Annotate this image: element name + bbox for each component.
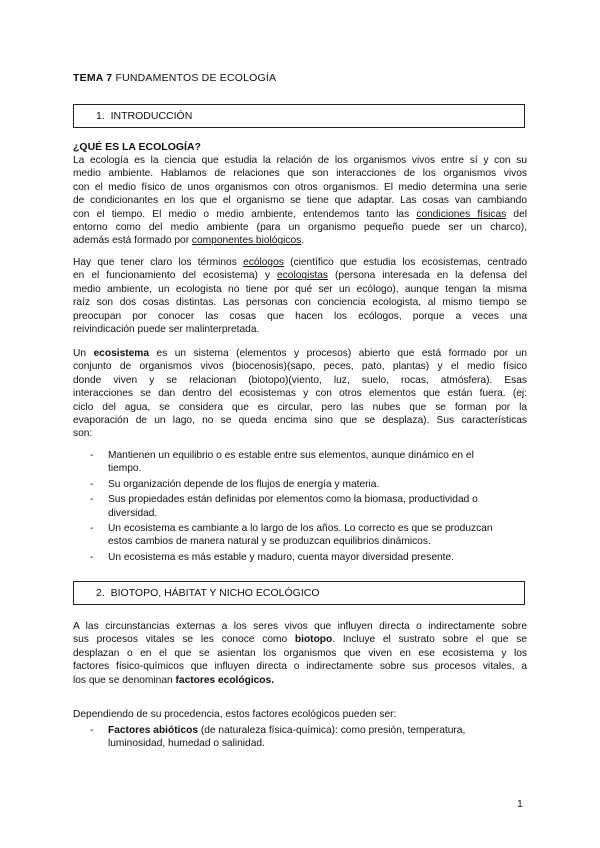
text-line [73, 269, 527, 282]
list-item [73, 478, 527, 491]
underlined-term: condiciones físicas [416, 208, 507, 220]
text-line: reivindicación puede ser malinterpretada. [73, 324, 260, 336]
text-span: sus procesos vitales se les conoce como [73, 634, 295, 646]
text-span: (persona interesada en la defensa del [328, 270, 527, 282]
text-line: donde viven y se relacionan (biotopo)(viento, luz, suelo, rocas, atmósfera). Esas [73, 374, 527, 386]
text-line: son: [73, 428, 93, 440]
list-item [73, 551, 527, 564]
list-item [73, 724, 527, 751]
text-span: . [301, 235, 305, 247]
text-span: . Incluye el sustrato sobre el que se [332, 634, 527, 646]
dash-marker: - [90, 523, 94, 535]
dash-marker: - [90, 450, 94, 461]
text-line: Dependiendo de su procedencia, estos factores ecológicos pueden ser: [73, 709, 397, 720]
text-line: con el medio físico de unos organismos con otros organismos. El medio determina una serie [73, 181, 527, 193]
paragraph-biotopo [73, 620, 527, 687]
text-line: desplazan o en el que se asientan los organismos que viven en ese ecosistema y los [73, 647, 527, 659]
text-span: Un [73, 348, 94, 359]
text-line [73, 347, 527, 360]
text-line: conjunto de organismos vivos (biocenosis)(sapo, peces, pato, plantas) y el medio físico [73, 361, 527, 373]
text-line: A las circunstancias externas a los seres vivos que influyen directa o indirectamente sobre [73, 621, 527, 632]
text-span: en el funcionamiento del ecosistema) y [73, 270, 278, 282]
tema-label: TEMA 7 [73, 72, 113, 84]
text-line [73, 208, 527, 221]
text-line [73, 256, 527, 269]
bold-term: factores ecológicos. [175, 674, 275, 686]
list-item-text: Un ecosistema es cambiante a lo largo de los años. Lo correcto es que se produzcan [108, 523, 493, 535]
paragraph-ecosistema [73, 347, 527, 441]
section-title: INTRODUCCIÓN [110, 110, 193, 122]
text-line: La ecología es la ciencia que estudia la relación de los organismos vivos entre sí y con su [73, 155, 527, 166]
text-span: del [506, 208, 528, 220]
list-item-text: Mantienen un equilibrio o es estable entre sus elementos, aunque dinámico en el [108, 450, 474, 461]
dash-marker: - [90, 494, 94, 506]
list-item [73, 493, 527, 520]
underlined-term: ecólogos [243, 257, 284, 268]
list-item-text: Un ecosistema es más estable y maduro, cuenta mayor diversidad presente. [108, 551, 454, 563]
text-line: ciclo del agua, se considera que es circular, pero las nubes que se forman por la [73, 401, 527, 413]
text-line: entorno como del medio ambiente (para un organismo pequeño puede ser un charco), [73, 222, 527, 234]
list-item-text [108, 724, 527, 737]
list-item [73, 449, 527, 476]
section-heading-introduccion [73, 104, 525, 128]
text-line: de condicionantes en los que el organismo se tiene que adaptar. Las cosas van cambiando [73, 195, 527, 207]
text-line: evaporación de un lago, no se queda encima sino que se desplaza). Sus características [73, 415, 527, 427]
subheading-que-es-ecologia: ¿QUÉ ES LA ECOLOGÍA? [73, 141, 201, 153]
text-span: es un sistema (elementos y procesos) abierto que está formado por un [149, 348, 527, 359]
section-heading-biotopo [73, 581, 525, 605]
list-item [73, 522, 527, 549]
text-line: preocupan por conocer las cosas que hacen los ecólogos, porque a veces una [73, 310, 527, 322]
list-item-text: Su organización depende de los flujos de energía y materia. [108, 478, 380, 490]
document-title [73, 72, 276, 84]
text-span: (de naturaleza física-química): como presión, temperatura, [198, 725, 466, 736]
dash-marker: - [90, 551, 94, 563]
bold-term: biotopo [294, 634, 333, 646]
text-line: medio ambiente, un ecologista no tiene por qué ser un ecólogo), aunque tengan la misma [73, 283, 527, 295]
text-line [73, 234, 527, 247]
text-line: medio ambiente. Hablamos de relaciones que son interacciones de los organismos vivos [73, 168, 527, 180]
list-item-text: tiempo. [108, 463, 142, 475]
underlined-term: ecologistas [277, 270, 329, 282]
page-number: 1 [517, 798, 523, 810]
bold-term: ecosistema [93, 348, 150, 359]
section-number: 1. [96, 110, 105, 122]
text-span: los que se denominan [73, 674, 176, 686]
list-item-text: diversidad. [108, 507, 158, 519]
bold-term: Factores abióticos [108, 725, 199, 736]
text-span: con el tiempo. El medio o medio ambiente, entendemos tanto las [73, 208, 417, 220]
tema-title: FUNDAMENTOS DE ECOLOGÍA [115, 72, 277, 84]
list-item-text: luminosidad, humedad o salinidad. [108, 738, 265, 750]
section-number: 2. [96, 587, 105, 599]
paragraph-procedencia [73, 708, 527, 721]
text-line: factores físico-químicos que influyen directa o indirectamente sobre sus procesos vitales, a [73, 661, 527, 673]
text-line: raíz son dos cosas distintas. Las personas con conciencia ecologista, al mismo tiempo se [73, 297, 527, 309]
list-item-text: Sus propiedades están definidas por elementos como la biomasa, productividad o [108, 494, 478, 506]
paragraph-ecologos-ecologistas [73, 256, 527, 336]
text-span: (científico que estudia los ecosistemas, centrado [283, 257, 527, 268]
text-line [73, 674, 527, 687]
underlined-term: componentes biológicos [191, 235, 302, 247]
list-factores [73, 724, 527, 753]
list-caracteristicas [73, 449, 527, 566]
dash-marker: - [90, 725, 94, 736]
dash-marker: - [90, 478, 94, 490]
text-span: además está formado por [73, 235, 192, 247]
text-span: Hay que tener claro los términos [73, 257, 244, 268]
list-item-text: estos cambios de manera natural y se produzcan equilibrios dinámicos. [108, 536, 431, 548]
text-line [73, 633, 527, 646]
section-title: BIOTOPO, HÁBITAT Y NICHO ECOLÓGICO [110, 587, 320, 599]
paragraph-ecologia-definicion [73, 154, 527, 248]
text-line: interacciones se dan dentro del ecosistemas y con otros elementos que están fuera. (ej: [73, 388, 527, 400]
